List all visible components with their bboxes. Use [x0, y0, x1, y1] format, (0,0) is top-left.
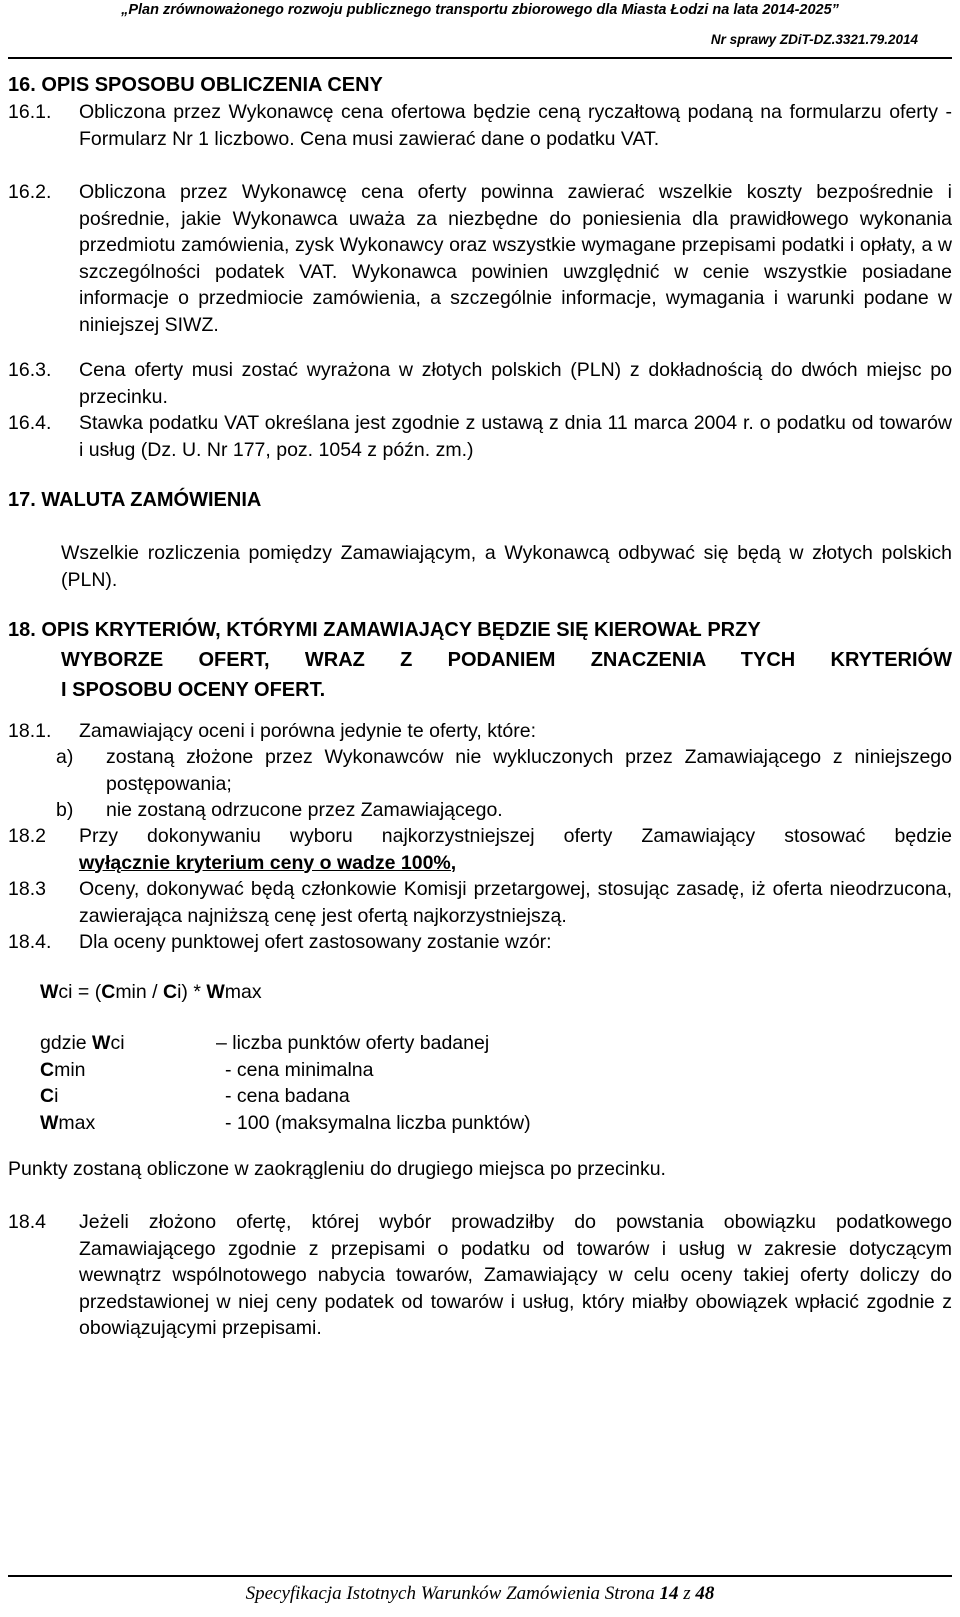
paragraph-18-4 [8, 929, 952, 956]
definition-row: Ci - cena badana [40, 1085, 350, 1107]
scoring-formula: Wci = (Cmin / Ci) * Wmax [40, 981, 262, 1003]
section-16-heading: 16. OPIS SPOSOBU OBLICZENIA CENY [8, 74, 383, 96]
paragraph-text: Jeżeli złożono ofertę, której wybór prowadziłby do powstania obowiązku podatkowego Zamawiającego zgodnie z przepisami o podatku od towarów i usług w zakresie dotyczącym wewnątrz wspólnotowego nabycia towarów, Zamawiający w celu oceny takiej oferty doliczy do przedstawionej w niej ceny podatek od towarów i usług, który miałby obowiązek wpłacić zgodnie z obowiązującymi przepisami. [79, 1211, 952, 1339]
paragraph-number: 18.3 [8, 878, 46, 900]
paragraph-16-1 [8, 99, 952, 152]
paragraph-number: 18.4 [8, 1211, 46, 1233]
paragraph-18-3 [8, 876, 952, 929]
criterion-emphasis: wyłącznie kryterium ceny o wadze 100%, [79, 851, 457, 874]
paragraph-text: Dla oceny punktowej ofert zastosowany zostanie wzór: [79, 931, 552, 953]
definition-row: Cmin - cena minimalna [40, 1058, 374, 1081]
paragraph-18-4-vat [8, 1209, 952, 1342]
paragraph-16-4 [8, 410, 952, 463]
definition-row: gdzie Wci – liczba punktów oferty badanej [40, 1032, 490, 1054]
heading-line-1: 18. OPIS KRYTERIÓW, KTÓRYMI ZAMAWIAJĄCY BĘDZIE SIĘ KIEROWAŁ PRZY [8, 619, 761, 641]
heading-line-3: I SPOSOBU OCENY OFERT. [61, 679, 326, 701]
paragraph-text: Zamawiający oceni i porówna jedynie te oferty, które: [79, 720, 537, 742]
section-17-text: Wszelkie rozliczenia pomiędzy Zamawiającym, a Wykonawcą odbywać się będą w złotych polskich (PLN). [61, 542, 952, 591]
paragraph-text: Cena oferty musi zostać wyrażona w złotych polskich (PLN) z dokładnością do dwóch miejsc po przecinku. [79, 359, 952, 408]
definition-row: Wmax - 100 (maksymalna liczba punktów) [40, 1111, 531, 1134]
paragraph-number: 16.1. [8, 101, 52, 123]
section-17-heading: 17. WALUTA ZAMÓWIENIA [8, 489, 262, 511]
formula-definitions [40, 1030, 940, 1136]
page-footer: Specyfikacja Istotnych Warunków Zamówienia Strona 14 z 48 [245, 1583, 715, 1604]
footer-divider [8, 1575, 952, 1577]
paragraph-text: Stawka podatku VAT określana jest zgodnie z ustawą z dnia 11 marca 2004 r. o podatku od towarów i usług (Dz. U. Nr 177, poz. 1054 z późn. zm.) [79, 412, 952, 461]
paragraph-number: 18.1. [8, 720, 52, 742]
paragraph-18-1 [8, 718, 952, 745]
paragraph-number: 16.2. [8, 181, 52, 203]
page-total: 48 [695, 1583, 715, 1604]
list-item-a [56, 744, 952, 797]
list-label: a) [56, 746, 74, 768]
paragraph-16-2 [8, 179, 952, 338]
case-number: Nr sprawy ZDiT-DZ.3321.79.2014 [710, 32, 918, 47]
heading-line-2: WYBORZE OFERT, WRAZ Z PODANIEM ZNACZENIA TYCH KRYTERIÓW [61, 649, 952, 671]
paragraph-number: 16.4. [8, 412, 52, 434]
rounding-note: Punkty zostaną obliczone w zaokrągleniu do drugiego miejsca po przecinku. [8, 1158, 666, 1180]
paragraph-text: Obliczona przez Wykonawcę cena ofertowa będzie ceną ryczałtową podaną na formularzu oferty - Formularz Nr 1 liczbowo. Cena musi zawierać dane o podatku VAT. [79, 101, 952, 150]
section-18-heading [8, 615, 952, 705]
paragraph-text: Oceny, dokonywać będą członkowie Komisji przetargowej, stosując zasadę, iż oferta nieodrzucona, zawierająca najniższą cenę jest ofertą najkorzystniejszą. [79, 878, 952, 927]
list-text: zostaną złożone przez Wykonawców nie wykluczonych przez Zamawiającego z niniejszego postępowania; [106, 746, 952, 795]
paragraph-number: 16.3. [8, 359, 52, 381]
paragraph-number: 18.2 [8, 825, 46, 847]
paragraph-16-3 [8, 357, 952, 410]
list-item-b [56, 797, 952, 824]
list-text: nie zostaną odrzucone przez Zamawiającego. [106, 799, 503, 821]
document-header-title: „Plan zrównoważonego rozwoju publicznego transportu zbiorowego dla Miasta Łodzi na lata 2014-2025” [121, 2, 839, 18]
paragraph-18-2 [8, 823, 952, 876]
paragraph-text: Obliczona przez Wykonawcę cena oferty powinna zawierać wszelkie koszty bezpośrednie i pośrednie, jakie Wykonawca uważa za niezbędne do poniesienia dla prawidłowego wykonania przedmiotu zamówienia, zysk Wykonawcy oraz wszystkie wymagane przepisami podatki i opłaty, a w szczególności podatek VAT. Wykonawca powinien uwzględnić w cenie wszystkie posiadane informacje o przedmiocie zamówienia, a szczególnie informacje, wymagania i warunki podane w niniejszej SIWZ. [79, 181, 952, 336]
page-number: 14 [659, 1583, 679, 1604]
header-divider [8, 57, 952, 59]
paragraph-text: Przy dokonywaniu wyboru najkorzystniejszej oferty Zamawiający stosować będzie [79, 825, 952, 847]
list-label: b) [56, 799, 74, 821]
paragraph-number: 18.4. [8, 931, 52, 953]
